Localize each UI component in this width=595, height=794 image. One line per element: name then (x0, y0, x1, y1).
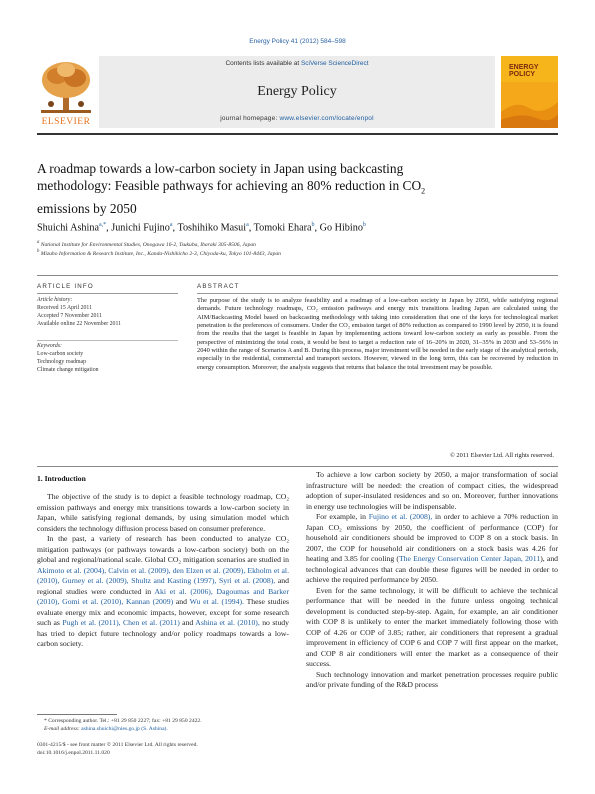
elsevier-logo[interactable] (37, 56, 95, 128)
keyword: Technology roadmap (37, 359, 87, 365)
author-name[interactable]: Go Hibino (319, 222, 363, 234)
keyword: Climate change mitigation (37, 367, 99, 373)
paragraph (37, 534, 289, 650)
text-run: no study has tried to depict future technology and/or policy roadmaps towards a low-carbon society. (37, 618, 289, 648)
text-run: In the past, a variety of research has been conducted to analyze CO₂ mitigation pathways (or pathways towards a low-carbon society) both on the global and regional/national scale. Global CO₂ mitigation scenarios are studied in (37, 534, 289, 564)
citation-link[interactable]: Pugh et al. (2011), Chen et al. (2011) (62, 618, 180, 627)
elsevier-wordmark: ELSEVIER (41, 117, 91, 127)
keywords-label: Keywords: (37, 343, 62, 349)
title-line-2 (37, 177, 547, 200)
contents-line (99, 60, 495, 67)
copyright-notice: © 2011 Elsevier Ltd. All rights reserved. (449, 452, 554, 459)
body-column-right (306, 470, 558, 691)
text-run: and (179, 618, 196, 627)
journal-title[interactable]: Energy Policy (257, 84, 337, 99)
author-name[interactable]: Junichi Fujino (111, 222, 170, 234)
keyword: Low-carbon society (37, 351, 84, 357)
paragraph (306, 512, 558, 586)
abstract-heading: ABSTRACT (197, 283, 240, 290)
affiliation-text: Mizuho Information & Research Institute, Inc., Kanda-Nishikicho 2-3, Chiyoda-ku, Tokyo 101-8443, Japan (40, 250, 281, 257)
title-subscript: 2 (421, 186, 426, 196)
cover-art-icon (501, 82, 558, 128)
cover-title-line1: ENERGY (509, 64, 539, 71)
body-rule (37, 466, 558, 467)
sciencedirect-link[interactable]: SciVerse ScienceDirect (300, 60, 369, 67)
author-name[interactable]: Tomoki Ehara (253, 222, 312, 234)
introduction-heading: 1. Introduction (37, 474, 86, 483)
title-line-3: emissions by 2050 (37, 200, 137, 216)
elsevier-tree-icon (37, 56, 95, 116)
author-mark[interactable]: a (246, 222, 249, 228)
accepted-date: Accepted 7 November 2011 (37, 313, 102, 319)
paper-title (37, 160, 547, 217)
contents-prefix: Contents lists available at (225, 60, 301, 67)
citation-link[interactable]: Aki et al. (2006), Dagoumas and Barker (2010), Gomi et al. (2010), Kannan (2009) (37, 586, 290, 606)
text-run: and (173, 597, 190, 606)
cover-title-line2: POLICY (509, 71, 536, 78)
citation-link[interactable]: Akimoto et al. (2004), Calvin et al. (2009), den Elzen et al. (2009), Ekholm et al. (2010), Gurney et al. (2009), Shultz and Kasting (1997), Syri et al. (2008), (37, 565, 289, 585)
affiliation-mark: a (37, 240, 40, 245)
paragraph: Such technology innovation and market penetration processes require public and/or private funding of the R&D process (306, 669, 558, 689)
online-date: Available online 22 November 2011 (37, 321, 122, 327)
text-run: and regional studies were conducted in (37, 576, 289, 596)
homepage-link[interactable]: www.elsevier.com/locate/enpol (279, 115, 374, 122)
footnote-rule (37, 714, 117, 715)
citation-link[interactable]: The Energy Conservation Center Japan, 2011 (398, 554, 541, 563)
paragraph: To achieve a low carbon society by 2050, a major transformation of social infrastructure will be needed: the creation of compact cities, the widespread adoption of super-insulated residences and so on. Moreover, further innovations in energy use technologies will be indispensable. (306, 470, 558, 511)
abstract-text: The purpose of the study is to analyze feasibility and a roadmap of a low-carbon society in Japan by 2050, while satisfying regional demands. Future technology roadmaps, CO₂ emission pathways and energy mix transitions leading Japan are calculated using the AIM/Backcasting Model based on backcasting methodology with taking into consideration that one of the keys for technological market penetration is the preferences of consumers. Under the CO₂ emission target of 80% reduction as compared to 1990 level by 2050, it is found from the results that the target is feasible in Japan by implementing actions toward low-carbon society as early as possible. From the perspective of minimizing the total costs, it would be best to target a reduction rate of 16–20% in 2020, 31–35% in 2030 and 53–56% in 2040 within the range of Scenarios A and B. During this process, major investment will be needed in the early stage of the analytical periods, especially in the residential, commercial and transport sectors. However, viewed in the long term, this can be recovered by reduction in energy consumption. Moreover, the analysis suggests that returns that balance the total investment may be possible. (197, 297, 558, 371)
author-name[interactable]: Shuichi Ashina (37, 222, 99, 234)
journal-citation[interactable]: Energy Policy 41 (2012) 584–598 (249, 38, 346, 45)
author-name[interactable]: Toshihiko Masui (177, 222, 247, 234)
affiliation-b (37, 249, 557, 257)
paragraph: Even for the same technology, it will be difficult to achieve the technical performance that will be needed in the future unless ongoing technical development is conducted step-by-step. Again, for example, an air conditioner with COP 8 is unlikely to enter the market immediately following those with COP of 4.26 or COP of 3.85; rather, air conditioners that represent a gradual improvement in efficiency of COP 6 and COP 7 will first appear on the market, and COP 8 air conditioners will enter the market as a consequence of their success. (306, 585, 558, 668)
text-run: These studies evaluate energy mix and economic impacts, however, except for some research such as (37, 597, 290, 627)
homepage-line (99, 115, 495, 122)
email-link[interactable]: ashina.shuichi@nies.go.jp (S. Ashina). (81, 726, 168, 732)
issn-line: 0301-4215/$ - see front matter © 2011 Elsevier Ltd. All rights reserved. (37, 742, 198, 748)
header-rule (37, 133, 558, 135)
journal-header (37, 56, 558, 130)
homepage-prefix: journal homepage: (220, 115, 280, 122)
cover-title (509, 64, 539, 78)
email-label: E-mail address: (44, 726, 82, 732)
article-info-heading: ARTICLE INFO (37, 283, 94, 290)
article-info-rule-2 (37, 340, 178, 341)
text-run: in order to achieve a 70% reduction in Japan CO₂ emissions by 2050, the coefficient of performance (COP) for household air conditioners should be improved to COP 8 on a stock basis. In 2007, the COP for household air conditioners on a stock basis was 4.26 for heating and 3.85 for cooling ( (306, 512, 558, 563)
email-note (44, 726, 168, 733)
author-list: Shuichi Ashina$^{a,*}$, Junichi Fujino$^a$, Toshihiko Masui$^a$, Tomoki Ehara$^b$, Go Hibino$^b$ (37, 222, 366, 234)
text-run: For example, in (316, 512, 369, 521)
abstract-rule (197, 293, 558, 294)
body-column-left (37, 492, 289, 650)
doi-line[interactable]: doi:10.1016/j.enpol.2011.11.020 (37, 750, 110, 756)
author-mark[interactable]: a (169, 222, 173, 228)
affiliation-mark: b (37, 249, 40, 254)
title-line-2-text: methodology: Feasible pathways for achieving an 80% reduction in CO (37, 178, 422, 193)
article-info-rule (37, 293, 178, 294)
corresponding-author-note: * Corresponding author. Tel.: +81 29 850 2227; fax: +81 29 850 2422. (44, 718, 202, 724)
title-line-1: A roadmap towards a low-carbon society in Japan using backcasting (37, 161, 404, 176)
paragraph: The objective of the study is to depict a feasible technology roadmap, CO₂ emission pathways and energy mix transitions towards a low-carbon society in Japan, while satisfying regional demands, by using simulation model which considers the technology diffusion process based on consumer preference. (37, 492, 289, 533)
text-run: ), and technological advances that can double these figures will be needed in order to achieve the required performance by 2050. (306, 554, 559, 584)
received-date: Received 15 April 2011 (37, 305, 93, 311)
journal-cover-thumbnail[interactable] (501, 56, 558, 128)
affiliation-text: National Institute for Environmental Studies, Onogawa 16-2, Tsukuba, Ibaraki 305-8506, Japan (40, 241, 256, 248)
author-mark[interactable]: b (311, 222, 315, 228)
author-mark[interactable]: a,* (98, 222, 107, 228)
author-mark[interactable]: b (362, 222, 366, 228)
header-banner (99, 56, 495, 128)
citation-link[interactable]: Wu et al. (1994). (189, 597, 244, 606)
affiliation-a (37, 240, 557, 248)
history-label: Article history: (37, 297, 73, 303)
citation-link[interactable]: Fujino et al. (2008), (368, 512, 433, 521)
section-rule (37, 275, 558, 276)
citation-link[interactable]: Ashina et al. (2010), (195, 618, 260, 627)
